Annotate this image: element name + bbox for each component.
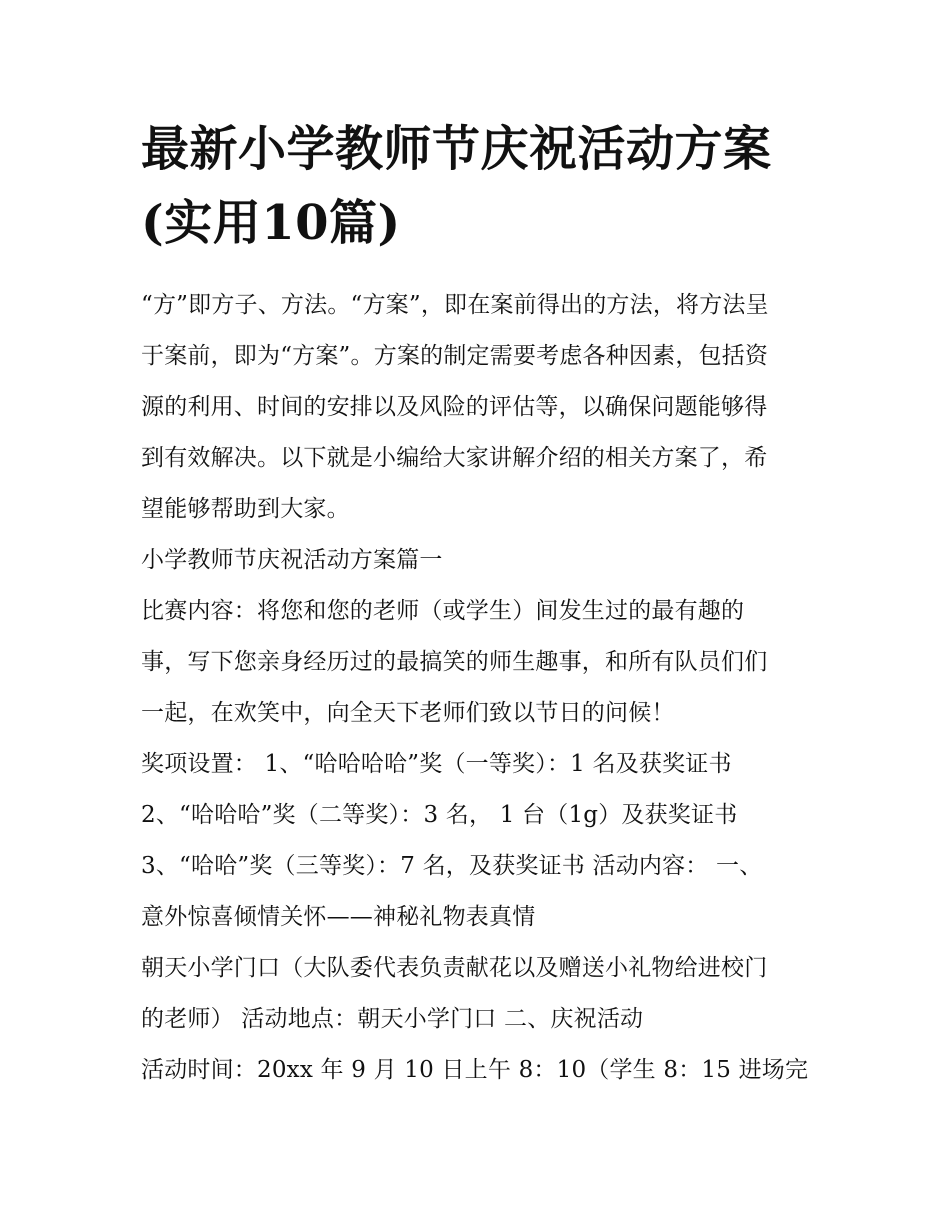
text-line: 到有效解决。以下就是小编给大家讲解介绍的相关方案了，希 [141, 445, 768, 471]
text-line: 的老师） 活动地点：朝天小学门口 二、庆祝活动 [141, 1006, 644, 1032]
section-heading: 小学教师节庆祝活动方案篇一 [141, 547, 443, 573]
document-title [141, 112, 817, 260]
text-line: 一起，在欢笑中，向全天下老师们致以节日的问候！ [141, 700, 675, 726]
document-body [141, 280, 817, 1096]
text-line: 于案前，即为“方案”。方案的制定需要考虑各种因素，包括资 [141, 343, 769, 369]
text-line: 源的利用、时间的安排以及风险的评估等，以确保问题能够得 [141, 394, 768, 420]
text-line: 奖项设置： 1、“哈哈哈哈”奖（一等奖）：1 名及获奖证书 [141, 751, 732, 777]
text-line: 2、“哈哈哈”奖（二等奖）：3 名， 1 台（1g）及获奖证书 [141, 802, 738, 828]
document-content [141, 112, 817, 1096]
title-line-1: 最新小学教师节庆祝活动方案 [141, 121, 772, 177]
title-line-2: (实用10篇) [141, 195, 401, 251]
text-line: 望能够帮助到大家。 [141, 496, 350, 522]
text-line: 3、“哈哈”奖（三等奖）：7 名，及获奖证书 活动内容： 一、 [141, 853, 763, 879]
text-line: 活动时间：20xx 年 9 月 10 日上午 8：10（学生 8：15 进场完 [141, 1057, 809, 1083]
text-line: 比赛内容：将您和您的老师（或学生）间发生过的最有趣的 [141, 598, 745, 624]
text-line: 朝天小学门口（大队委代表负责献花以及赠送小礼物给进校门 [141, 955, 768, 981]
text-line: 事，写下您亲身经历过的最搞笑的师生趣事，和所有队员们们 [141, 649, 768, 675]
text-line: 意外惊喜倾情关怀——神秘礼物表真情 [141, 904, 536, 930]
text-line: “方”即方子、方法。“方案”，即在案前得出的方法，将方法呈 [141, 292, 769, 318]
